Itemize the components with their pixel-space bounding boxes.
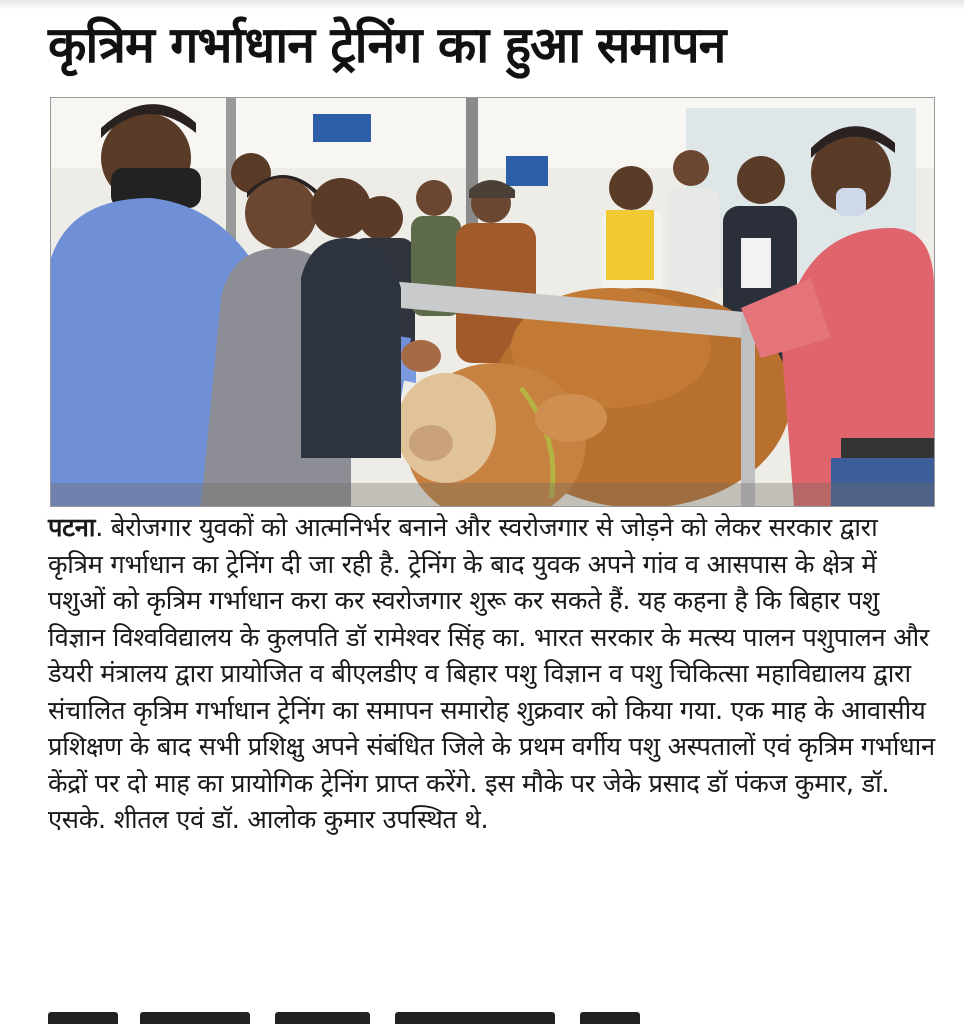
photo-illustration: [51, 98, 934, 506]
headline: कृत्रिम गर्भाधान ट्रेनिंग का हुआ समापन: [48, 16, 726, 74]
photo-floor: [51, 483, 934, 506]
article-body: [48, 510, 936, 839]
news-photo: [50, 97, 935, 507]
article-dateline: पटना: [48, 513, 96, 543]
photo-sign: [313, 114, 371, 142]
previous-article-edge: [0, 0, 964, 10]
next-article-edge: [0, 1010, 964, 1024]
article-text: . बेरोजगार युवकों को आत्मनिर्भर बनाने और स्वरोजगार से जोड़ने को लेकर सरकार द्वारा कृत्रिम गर्भाधान का ट्रेनिंग दी जा रही है. ट्रेनिंग के बाद युवक अपने गांव व आसपास के क्षेत्र में पशुओं को कृत्रिम गर्भाधान करा कर स्वरोजगार शुरू कर सकते हैं. यह कहना है कि बिहार पशु विज्ञान विश्वविद्यालय के कुलपति डॉ रामेश्वर सिंह का. भारत सरकार के मत्स्य पालन पशुपालन और डेयरी मंत्रालय द्वारा प्रायोजित व बीएलडीए व बिहार पशु विज्ञान व पशु चिकित्सा महाविद्यालय द्वारा संचालित कृत्रिम गर्भाधान ट्रेनिंग का समापन समारोह शुक्रवार को किया गया. एक माह के आवासीय प्रशिक्षण के बाद सभी प्रशिक्षु अपने संबंधित जिले के प्रथम वर्गीय पशु अस्पतालों एवं कृत्रिम गर्भाधान केंद्रों पर दो माह का प्रायोगिक ट्रेनिंग प्राप्त करेंगे. इस मौके पर जेके प्रसाद डॉ पंकज कुमार, डॉ. एसके. शीतल एवं डॉ. आलोक कुमार उपस्थित थे.: [48, 513, 935, 835]
photo-sign-2: [506, 156, 548, 186]
